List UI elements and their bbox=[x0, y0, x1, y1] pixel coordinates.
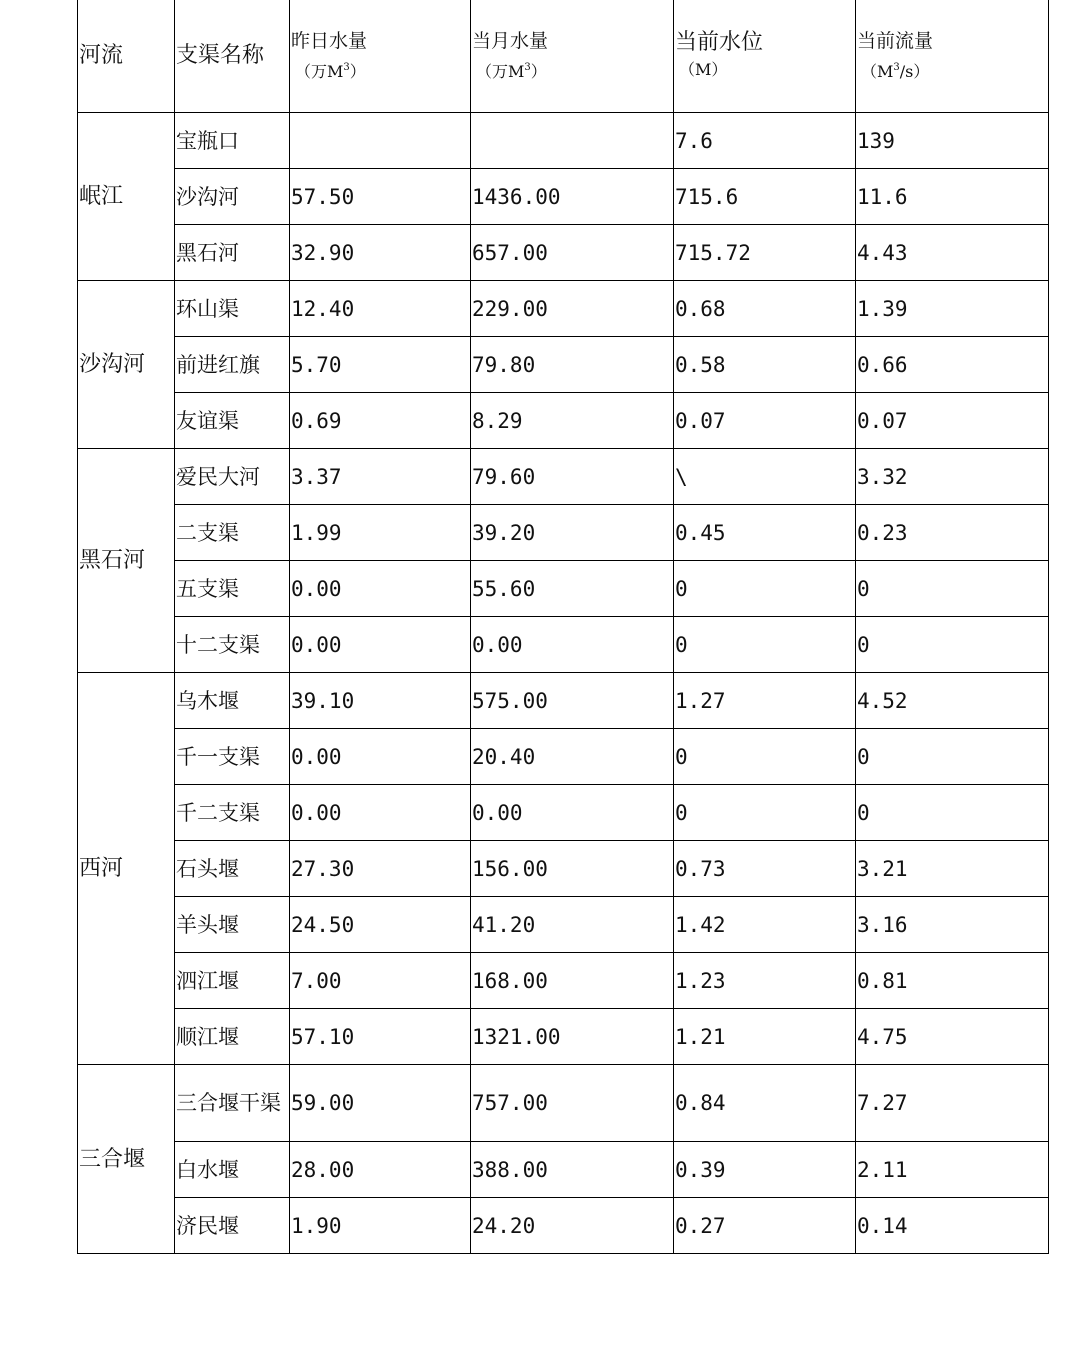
yesterday-volume bbox=[290, 113, 471, 169]
branch-name: 千一支渠 bbox=[175, 729, 290, 785]
current-level: 0.45 bbox=[674, 505, 856, 561]
current-level: 1.21 bbox=[674, 1009, 856, 1065]
current-level: 1.27 bbox=[674, 673, 856, 729]
current-flow: 0.66 bbox=[856, 337, 1049, 393]
current-flow: 3.21 bbox=[856, 841, 1049, 897]
month-volume: 20.40 bbox=[471, 729, 674, 785]
yesterday-volume: 39.10 bbox=[290, 673, 471, 729]
yesterday-volume: 0.69 bbox=[290, 393, 471, 449]
current-flow: 139 bbox=[856, 113, 1049, 169]
table-row bbox=[78, 505, 1049, 561]
river-name: 黑石河 bbox=[79, 548, 146, 573]
yesterday-volume: 59.00 bbox=[290, 1065, 471, 1142]
current-flow: 4.43 bbox=[856, 225, 1049, 281]
month-volume: 79.80 bbox=[471, 337, 674, 393]
table-row bbox=[78, 1009, 1049, 1065]
table-body bbox=[78, 0, 1049, 1254]
yesterday-volume: 57.50 bbox=[290, 169, 471, 225]
branch-name: 环山渠 bbox=[175, 281, 290, 337]
current-flow: 7.27 bbox=[856, 1065, 1049, 1142]
table-row bbox=[78, 393, 1049, 449]
yesterday-volume: 12.40 bbox=[290, 281, 471, 337]
river-name: 三合堰 bbox=[79, 1146, 146, 1172]
current-level: 0 bbox=[674, 729, 856, 785]
current-flow: 4.52 bbox=[856, 673, 1049, 729]
yesterday-volume: 7.00 bbox=[290, 953, 471, 1009]
yesterday-volume: 0.00 bbox=[290, 729, 471, 785]
month-volume: 229.00 bbox=[471, 281, 674, 337]
yesterday-volume: 5.70 bbox=[290, 337, 471, 393]
branch-name: 前进红旗 bbox=[175, 337, 290, 393]
current-flow: 4.75 bbox=[856, 1009, 1049, 1065]
table-row bbox=[78, 617, 1049, 673]
branch-name: 石头堰 bbox=[175, 841, 290, 897]
table-row bbox=[78, 113, 1049, 169]
current-flow: 2.11 bbox=[856, 1142, 1049, 1198]
branch-name: 黑石河 bbox=[175, 225, 290, 281]
table-row bbox=[78, 1198, 1049, 1254]
month-volume: 41.20 bbox=[471, 897, 674, 953]
current-flow: 0 bbox=[856, 729, 1049, 785]
table-row bbox=[78, 169, 1049, 225]
current-level: 715.6 bbox=[674, 169, 856, 225]
yesterday-volume: 0.00 bbox=[290, 617, 471, 673]
river-cell bbox=[78, 281, 175, 449]
header-current-level: 当前水位 （M） bbox=[674, 0, 856, 113]
current-flow: 0.14 bbox=[856, 1198, 1049, 1254]
month-volume: 0.00 bbox=[471, 617, 674, 673]
current-level: 0 bbox=[674, 561, 856, 617]
header-month-volume: 当月水量 （万$M^3$） bbox=[471, 0, 674, 113]
current-level: 0.58 bbox=[674, 337, 856, 393]
month-volume: 388.00 bbox=[471, 1142, 674, 1198]
river-cell bbox=[78, 1065, 175, 1254]
table-row bbox=[78, 337, 1049, 393]
current-level: 715.72 bbox=[674, 225, 856, 281]
current-level: 0.39 bbox=[674, 1142, 856, 1198]
branch-name: 白水堰 bbox=[175, 1142, 290, 1198]
table-row bbox=[78, 561, 1049, 617]
branch-name: 友谊渠 bbox=[175, 393, 290, 449]
yesterday-volume: 0.00 bbox=[290, 785, 471, 841]
yesterday-volume: 3.37 bbox=[290, 449, 471, 505]
current-flow: 1.39 bbox=[856, 281, 1049, 337]
current-flow: 11.6 bbox=[856, 169, 1049, 225]
yesterday-volume: 57.10 bbox=[290, 1009, 471, 1065]
month-volume: 39.20 bbox=[471, 505, 674, 561]
current-flow: 0.07 bbox=[856, 393, 1049, 449]
table-row bbox=[78, 281, 1049, 337]
month-volume: 79.60 bbox=[471, 449, 674, 505]
table-row bbox=[78, 953, 1049, 1009]
branch-name: 三合堰干渠 bbox=[175, 1065, 290, 1142]
current-level: 0.84 bbox=[674, 1065, 856, 1142]
month-volume: 0.00 bbox=[471, 785, 674, 841]
current-flow: 0.23 bbox=[856, 505, 1049, 561]
current-flow: 0 bbox=[856, 785, 1049, 841]
month-volume: 156.00 bbox=[471, 841, 674, 897]
current-level: 0 bbox=[674, 785, 856, 841]
current-level: \ bbox=[674, 449, 856, 505]
header-current-flow: 当前流量 $(M^3/s)$ bbox=[856, 0, 1049, 113]
current-level: 7.6 bbox=[674, 113, 856, 169]
table-row bbox=[78, 841, 1049, 897]
branch-name: 沙沟河 bbox=[175, 169, 290, 225]
water-volume-table bbox=[77, 0, 1049, 1254]
river-name: 岷江 bbox=[79, 184, 124, 209]
branch-name: 千二支渠 bbox=[175, 785, 290, 841]
yesterday-volume: 1.99 bbox=[290, 505, 471, 561]
branch-name: 五支渠 bbox=[175, 561, 290, 617]
month-volume bbox=[471, 113, 674, 169]
current-level: 0.68 bbox=[674, 281, 856, 337]
table-row bbox=[78, 729, 1049, 785]
branch-name: 羊头堰 bbox=[175, 897, 290, 953]
month-volume: 8.29 bbox=[471, 393, 674, 449]
current-flow: 0 bbox=[856, 617, 1049, 673]
table-row bbox=[78, 785, 1049, 841]
table-row bbox=[78, 1065, 1049, 1142]
current-flow: 0.81 bbox=[856, 953, 1049, 1009]
current-level: 0.73 bbox=[674, 841, 856, 897]
current-level: 0.27 bbox=[674, 1198, 856, 1254]
branch-name: 济民堰 bbox=[175, 1198, 290, 1254]
river-cell bbox=[78, 673, 175, 1065]
table-row bbox=[78, 449, 1049, 505]
yesterday-volume: 28.00 bbox=[290, 1142, 471, 1198]
current-level: 0 bbox=[674, 617, 856, 673]
table-row bbox=[78, 673, 1049, 729]
branch-name: 爱民大河 bbox=[175, 449, 290, 505]
branch-name: 二支渠 bbox=[175, 505, 290, 561]
month-volume: 757.00 bbox=[471, 1065, 674, 1142]
header-yesterday-volume: 昨日水量 （万$M^3$） bbox=[290, 0, 471, 113]
branch-name: 十二支渠 bbox=[175, 617, 290, 673]
month-volume: 24.20 bbox=[471, 1198, 674, 1254]
river-cell bbox=[78, 449, 175, 673]
current-flow: 3.32 bbox=[856, 449, 1049, 505]
table-row bbox=[78, 1142, 1049, 1198]
month-volume: 657.00 bbox=[471, 225, 674, 281]
branch-name: 顺江堰 bbox=[175, 1009, 290, 1065]
month-volume: 1436.00 bbox=[471, 169, 674, 225]
yesterday-volume: 0.00 bbox=[290, 561, 471, 617]
month-volume: 575.00 bbox=[471, 673, 674, 729]
current-flow: 0 bbox=[856, 561, 1049, 617]
month-volume: 55.60 bbox=[471, 561, 674, 617]
river-cell bbox=[78, 113, 175, 281]
branch-name: 泗江堰 bbox=[175, 953, 290, 1009]
month-volume: 1321.00 bbox=[471, 1009, 674, 1065]
header-river: 河流 bbox=[78, 0, 175, 113]
table-row bbox=[78, 897, 1049, 953]
table-row bbox=[78, 225, 1049, 281]
river-name: 沙沟河 bbox=[79, 352, 146, 377]
month-volume: 168.00 bbox=[471, 953, 674, 1009]
branch-name: 乌木堰 bbox=[175, 673, 290, 729]
river-name: 西河 bbox=[79, 856, 124, 881]
current-level: 1.23 bbox=[674, 953, 856, 1009]
yesterday-volume: 27.30 bbox=[290, 841, 471, 897]
branch-name: 宝瓶口 bbox=[175, 113, 290, 169]
current-level: 0.07 bbox=[674, 393, 856, 449]
yesterday-volume: 24.50 bbox=[290, 897, 471, 953]
header-branch: 支渠名称 bbox=[175, 0, 290, 113]
yesterday-volume: 1.90 bbox=[290, 1198, 471, 1254]
current-level: 1.42 bbox=[674, 897, 856, 953]
header-row bbox=[78, 0, 1049, 113]
yesterday-volume: 32.90 bbox=[290, 225, 471, 281]
current-flow: 3.16 bbox=[856, 897, 1049, 953]
